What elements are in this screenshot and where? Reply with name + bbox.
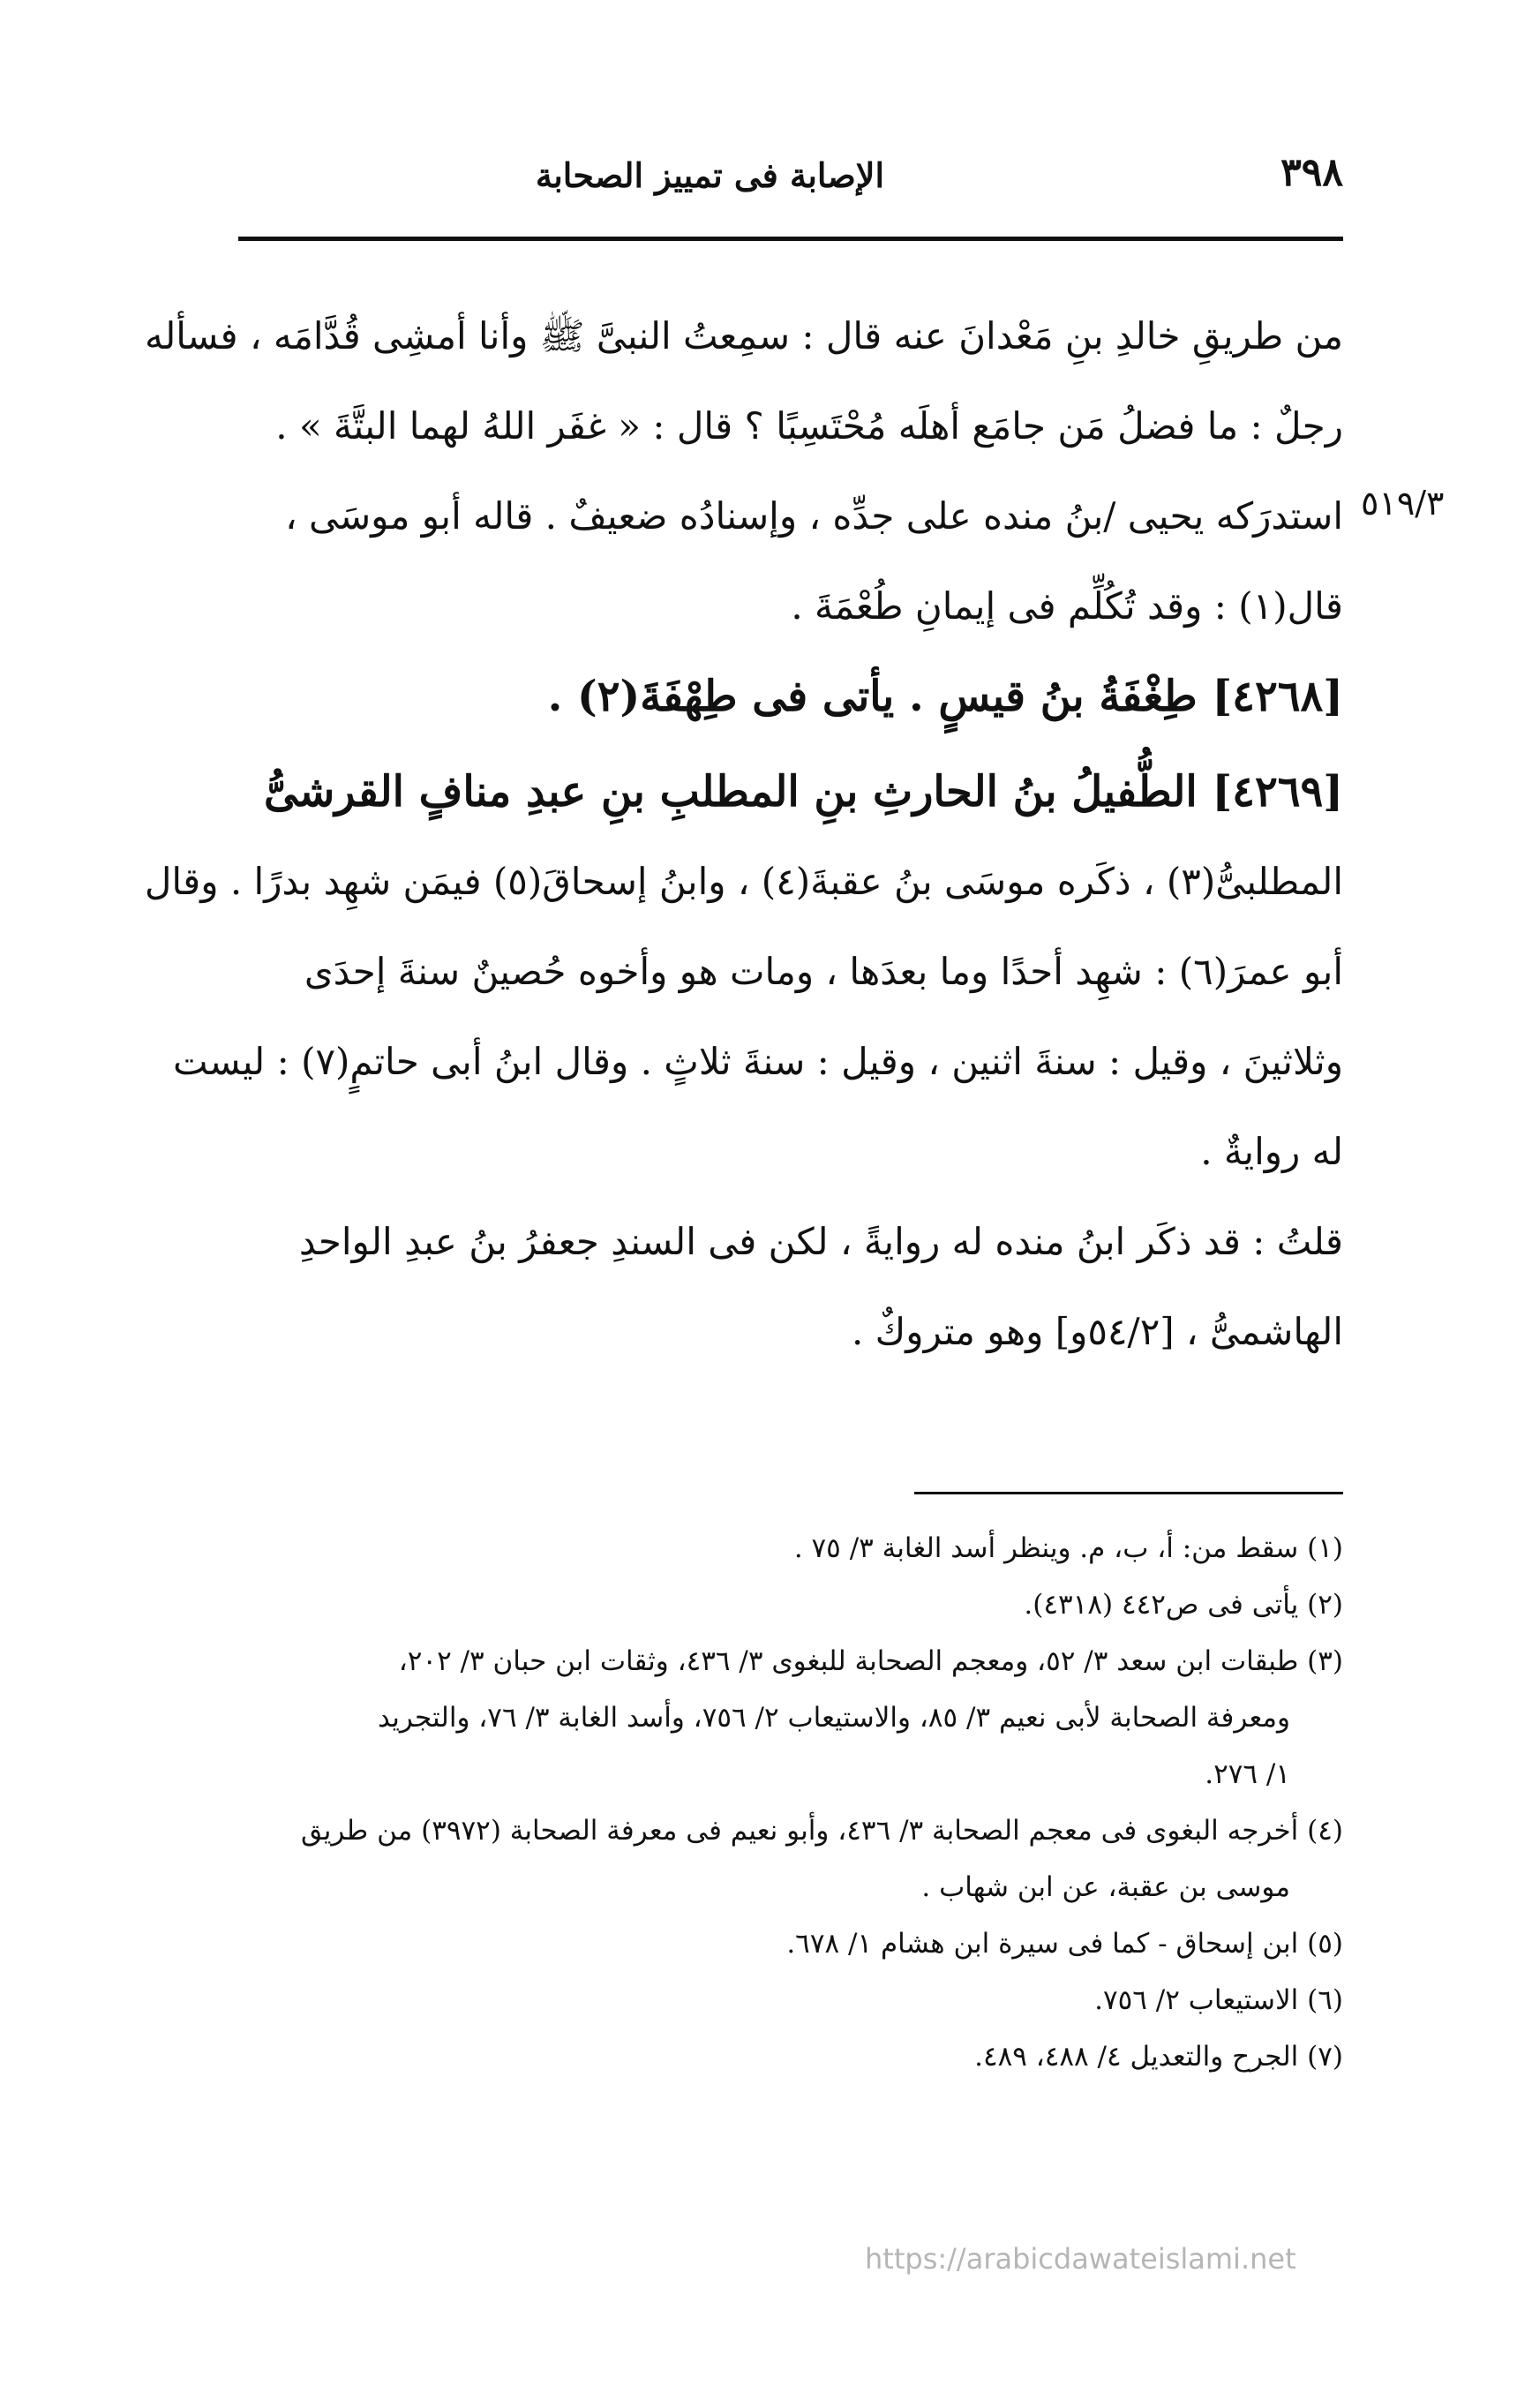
entry-heading-4268: [٤٢٦٨] طِغْفَةُ بنُ قيسٍ . يأتى فى طِهْفَةَ(٢) . bbox=[547, 672, 1343, 721]
text-line: من طريقِ خالدِ بنِ مَعْدانَ عنه قال : سمِعتُ النبىَّ ﷺ وأنا أمشِى قُدَّامَه ، فسأله bbox=[144, 314, 1343, 357]
footnote-3-continued: ١/ ٢٧٦. bbox=[1205, 1758, 1290, 1790]
footnote-1: (١) سقط من: أ، ب، م. وينظر أسد الغابة ٣/ ٧٥ . bbox=[793, 1532, 1343, 1564]
footnote-3-continued: ومعرفة الصحابة لأبى نعيم ٣/ ٨٥، والاستيعاب ٢/ ٧٥٦، وأسد الغابة ٣/ ٧٦، والتجريد bbox=[378, 1702, 1290, 1734]
text-line: وثلاثينَ ، وقيل : سنةَ اثنين ، وقيل : سنةَ ثلاثٍ . وقال ابنُ أبى حاتمٍ(٧) : ليست bbox=[173, 1040, 1343, 1083]
text-line: قلتُ : قد ذكَر ابنُ منده له روايةً ، لكن فى السندِ جعفرُ بنُ عبدِ الواحدِ bbox=[298, 1220, 1343, 1263]
text-line: المطلبىُّ(٣) ، ذكَره موسَى بنُ عقبةَ(٤) ، وابنُ إسحاقَ(٥) فيمَن شهِد بدرًا . وقال bbox=[144, 860, 1343, 903]
header-rule bbox=[238, 237, 1343, 241]
footnote-3: (٣) طبقات ابن سعد ٣/ ٥٢، ومعجم الصحابة للبغوى ٣/ ٤٣٦، وثقات ابن حبان ٣/ ٢٠٢، bbox=[398, 1645, 1343, 1677]
page-number: ٣٩٨ bbox=[1280, 150, 1343, 195]
text-line: قال(١) : وقد تُكُلِّم فى إيمانِ طُعْمَةَ . bbox=[791, 584, 1343, 628]
footnote-4-continued: موسى بن عقبة، عن ابن شهاب . bbox=[921, 1871, 1290, 1903]
text-line: استدرَكه يحيى /بنُ منده على جدِّه ، وإسنادُه ضعيفٌ . قاله أبو موسَى ، bbox=[285, 494, 1343, 538]
margin-reference: ٥١٩/٣ bbox=[1361, 484, 1445, 523]
footnote-5: (٥) ابن إسحاق - كما فى سيرة ابن هشام ١/ ٦٧٨. bbox=[786, 1928, 1343, 1960]
running-title: الإصابة فى تمييز الصحابة bbox=[535, 155, 884, 195]
entry-heading-4269: [٤٢٦٩] الطُّفيلُ بنُ الحارثِ بنِ المطلبِ بنِ عبدِ منافٍ القرشىُّ bbox=[264, 767, 1343, 816]
page-header bbox=[238, 150, 1343, 212]
footnote-4: (٤) أخرجه البغوى فى معجم الصحابة ٣/ ٤٣٦، وأبو نعيم فى معرفة الصحابة (٣٩٧٢) من طريق bbox=[300, 1815, 1343, 1847]
text-line: رجلٌ : ما فضلُ مَن جامَع أهلَه مُحْتَسِبًا ؟ قال : « غفَر اللهُ لهما البتَّةَ » . bbox=[275, 404, 1343, 448]
main-text bbox=[124, 291, 1343, 1377]
text-line: أبو عمرَ(٦) : شهِد أحدًا وما بعدَها ، ومات هو وأخوه حُصينٌ سنةَ إحدَى bbox=[304, 950, 1343, 993]
text-line: له روايةٌ . bbox=[1200, 1130, 1343, 1173]
footnote-7: (٧) الجرح والتعديل ٤/ ٤٨٨، ٤٨٩. bbox=[974, 2041, 1343, 2073]
watermark-url: https://arabicdawateislami.net bbox=[865, 2242, 1296, 2276]
text-line: الهاشمىُّ ، [٥٤/٢و] وهو متروكٌ . bbox=[851, 1310, 1343, 1353]
footnotes bbox=[124, 1520, 1343, 2085]
footnote-2: (٢) يأتى فى ص٤٤٢ (٤٣١٨). bbox=[1024, 1589, 1343, 1621]
footnote-separator bbox=[914, 1492, 1343, 1494]
footnote-6: (٦) الاستيعاب ٢/ ٧٥٦. bbox=[1094, 1984, 1343, 2016]
